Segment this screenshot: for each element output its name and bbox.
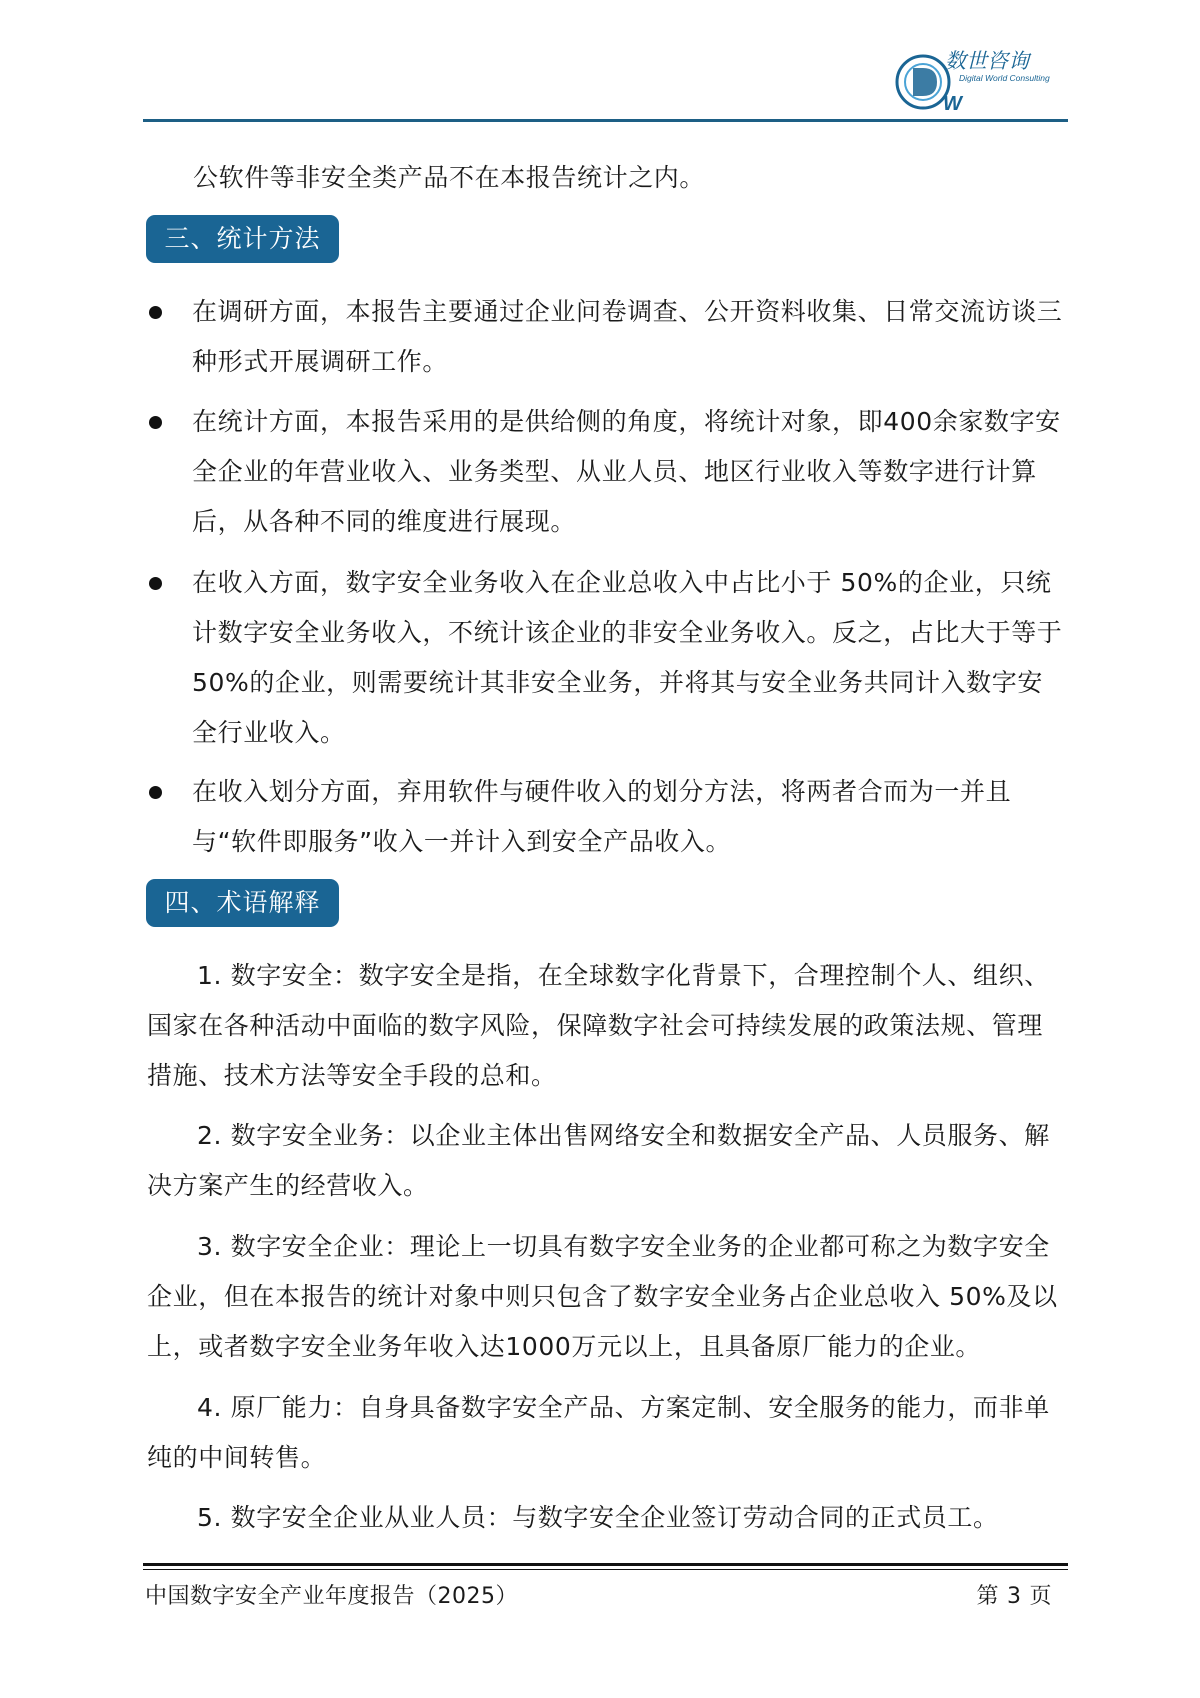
footer-divider-thin — [143, 1569, 1068, 1570]
page-prefix: 第 — [976, 1584, 999, 1609]
term-paragraph: 2. 数字安全业务：以企业主体出售网络安全和数据安全产品、人员服务、解决方案产生的经营收入。 — [147, 1121, 1050, 1200]
svg-text:W: W — [943, 93, 962, 114]
term-paragraph: 5. 数字安全企业从业人员：与数字安全企业签订劳动合同的正式员工。 — [197, 1503, 999, 1532]
logo-en-text: Digital World Consulting — [959, 73, 1050, 83]
section-heading-statistics-method: 三、统计方法 — [146, 215, 339, 263]
term-paragraph: 4. 原厂能力：自身具备数字安全产品、方案定制、安全服务的能力，而非单纯的中间转售。 — [147, 1393, 1050, 1472]
bullet-icon — [149, 577, 162, 590]
list-item — [147, 767, 1068, 867]
bullet-icon — [149, 786, 162, 799]
dw-logo-icon — [893, 46, 1068, 114]
list-item — [147, 287, 1068, 387]
bullet-text: 在统计方面，本报告采用的是供给侧的角度，将统计对象，即400余家数字安全企业的年营业收入、业务类型、从业人员、地区行业收入等数字进行计算后，从各种不同的维度进行展现。 — [192, 407, 1061, 536]
bullet-text: 在调研方面，本报告主要通过企业问卷调查、公开资料收集、日常交流访谈三种形式开展调研工作。 — [192, 297, 1063, 376]
footer-divider — [143, 1563, 1068, 1566]
list-item — [147, 558, 1068, 758]
bullet-icon — [149, 416, 162, 429]
logo-cn-text: 数世咨询 — [945, 49, 1029, 73]
bullet-icon — [149, 306, 162, 319]
bullet-text: 在收入划分方面，弃用软件与硬件收入的划分方法，将两者合而为一并且与“软件即服务”收入一并计入到安全产品收入。 — [192, 777, 1012, 856]
footer-report-title: 中国数字安全产业年度报告（2025） — [145, 1584, 518, 1609]
company-logo — [893, 46, 1068, 114]
bullet-text: 在收入方面，数字安全业务收入在企业总收入中占比小于 50%的企业，只统计数字安全业务收入，不统计该企业的非安全业务收入。反之，占比大于等于 50%的企业，则需要统计其非安全业务，并将其与安全业务共同计入数字安全行业收入。 — [192, 568, 1063, 747]
page-suffix: 页 — [1029, 1584, 1052, 1609]
page-number: 3 — [1006, 1584, 1022, 1609]
term-paragraph: 3. 数字安全企业：理论上一切具有数字安全业务的企业都可称之为数字安全企业，但在本报告的统计对象中则只包含了数字安全业务占企业总收入 50%及以上，或者数字安全业务年收入达1000万元以上，且具备原厂能力的企业。 — [147, 1232, 1058, 1361]
term-paragraph: 1. 数字安全：数字安全是指，在全球数字化背景下，合理控制个人、组织、国家在各种活动中面临的数字风险，保障数字社会可持续发展的政策法规、管理措施、技术方法等安全手段的总和。 — [147, 961, 1050, 1090]
continuation-paragraph: 公软件等非安全类产品不在本报告统计之内。 — [193, 163, 706, 192]
page-indicator — [976, 1577, 1052, 1617]
list-item — [147, 397, 1068, 547]
section-heading-terms: 四、术语解释 — [146, 879, 339, 927]
header-divider — [143, 119, 1068, 122]
